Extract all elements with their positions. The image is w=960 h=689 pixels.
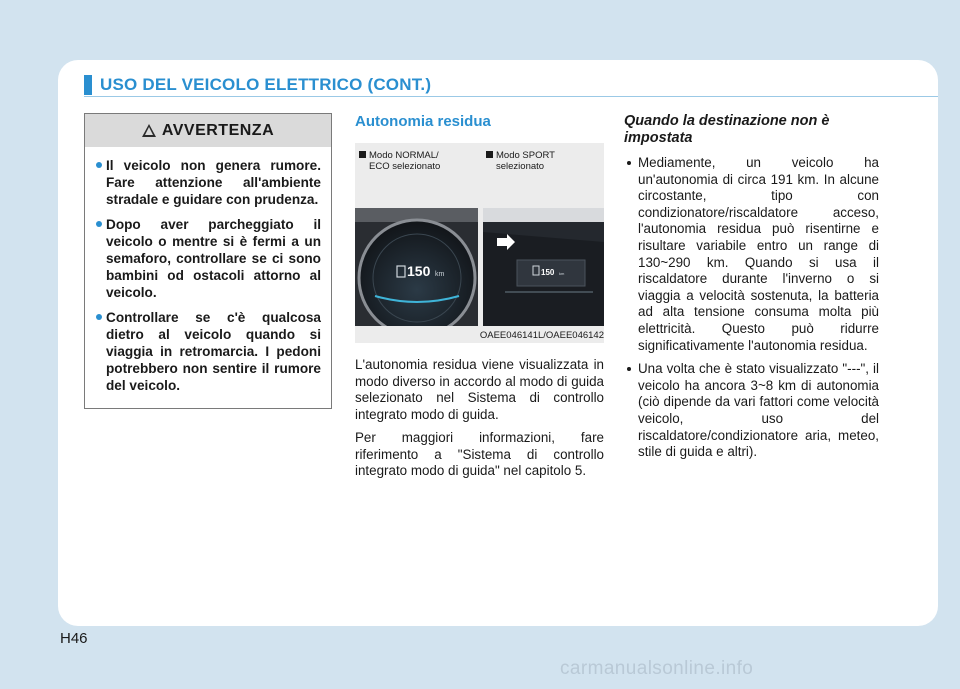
- section-header: [84, 74, 431, 96]
- header-accent-bar: [84, 75, 92, 95]
- bullet-icon: [627, 367, 631, 371]
- square-bullet-icon: [359, 151, 366, 158]
- warning-item: Il veicolo non genera rumore. Fare attenzione all'ambiente stradale e guidare con prudenza.: [97, 157, 321, 209]
- bullet-list: [624, 155, 879, 461]
- warning-triangle-icon: [142, 124, 156, 137]
- warning-header: [85, 114, 331, 147]
- range-unit-sport: km: [559, 271, 565, 276]
- figure-code: OAEE046141L/OAEE046142: [479, 330, 604, 341]
- bullet-icon: [96, 221, 102, 227]
- list-item: Mediamente, un veicolo ha un'autonomia di circa 191 km. In alcune circostante, tipo con condizionatore/riscaldatore acceso, l'autonomia residua può risentirne e risultare variabile entro un range di 130~290 km. Quando si usa il riscaldatore durante l'inverno o si viaggia a velocità sostenuta, la batteria ad alta tensione consuma molta più elettricità. Questo può ridurre significativamente l'autonomia residua.: [624, 155, 879, 354]
- cluster-sport-image: [483, 208, 604, 326]
- subsection-title: Quando la destinazione non è impostata: [624, 113, 830, 146]
- range-figure: [355, 143, 604, 343]
- list-item: Una volta che è stato visualizzato "---", il veicolo ha ancora 3~8 km di autonomia (ciò dipende da vari fattori come velocità veicolo, uso del riscaldatore/condizionatore aria, meteo, stile di guida e altri).: [624, 361, 879, 461]
- paragraph: Per maggiori informazioni, fare riferimento a "Sistema di controllo integrato modo di guida" nel capitolo 5.: [355, 430, 604, 478]
- bullet-icon: [96, 314, 102, 320]
- section-title: USO DEL VEICOLO ELETTRICO (CONT.): [100, 75, 432, 94]
- warning-item: Controllare se c'è qualcosa dietro al veicolo quando si viaggia in retromarcia. I pedoni potrebbero non sentire il rumore del veicolo.: [97, 309, 321, 395]
- figure-label-sport: Modo SPORT selezionato: [486, 151, 555, 172]
- header-divider: [84, 96, 938, 97]
- figure-label-normal: Modo NORMAL/ ECO selezionato: [359, 151, 440, 172]
- warning-list: [85, 147, 331, 395]
- range-value: 150: [407, 263, 431, 279]
- warning-title: AVVERTENZA: [161, 121, 275, 139]
- subsection-title: Autonomia residua: [355, 113, 491, 130]
- bullet-icon: [96, 162, 102, 168]
- warning-item: Dopo aver parcheggiato il veicolo o mentre si è fermi a un semaforo, controllare se ci sono bambini od ostacoli attorno al veicolo.: [97, 216, 321, 302]
- range-value-sport: 150: [541, 268, 555, 277]
- range-unit: km: [435, 271, 445, 278]
- warning-box: [84, 113, 332, 409]
- watermark: carmanualsonline.info: [560, 658, 754, 679]
- paragraph: L'autonomia residua viene visualizzata in modo diverso in accordo al modo di guida selezionato nel Sistema di controllo integrato modo di guida.: [355, 357, 604, 422]
- page-number: H46: [60, 630, 88, 647]
- square-bullet-icon: [486, 151, 493, 158]
- cluster-normal-image: [355, 208, 478, 326]
- bullet-icon: [627, 161, 631, 165]
- right-column: [624, 113, 879, 468]
- middle-column: [355, 113, 604, 480]
